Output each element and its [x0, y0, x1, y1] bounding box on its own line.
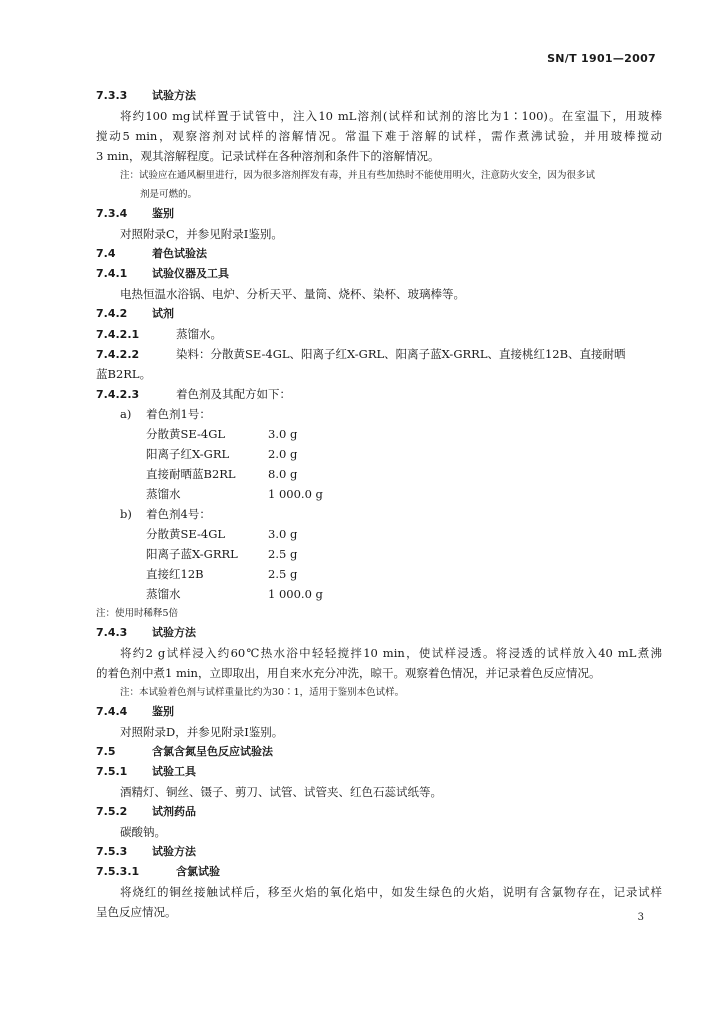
heading-number: 7.5: [96, 745, 116, 758]
reagent-amount: 8.0 g: [268, 467, 298, 481]
note-line: 注：试验应在通风橱里进行，因为很多溶剂挥发有毒，并且有些加热时不能使用明火，注意防火安全，因为很多试: [120, 170, 596, 181]
reagent-amount: 2.5 g: [268, 547, 298, 561]
heading-title: 鉴别: [152, 705, 174, 718]
clause-7-4-2-3: [96, 384, 662, 404]
heading-title: 试验方法: [152, 89, 196, 102]
clause-number: 7.4.2.3: [96, 388, 140, 401]
paragraph-line: 酒精灯、铜丝、镊子、剪刀、试管、试管夹、红色石蕊试纸等。: [120, 785, 442, 799]
reagent-name: 直接红12B: [146, 567, 204, 581]
paragraph-line: 碳酸钠。: [120, 825, 166, 839]
list-label: a): [120, 407, 132, 421]
reagent-title: 着色剂4号：: [146, 507, 211, 521]
heading-title: 含氯含氮呈色反应试验法: [152, 745, 273, 758]
reagent-a-heading: [96, 404, 662, 424]
reagent-title: 着色剂1号：: [146, 407, 211, 421]
reagent-amount: 2.0 g: [268, 447, 298, 461]
heading-7-4-1: [96, 264, 662, 284]
heading-7-3-4: [96, 204, 662, 224]
heading-7-5-1: [96, 762, 662, 782]
heading-7-3-3: [96, 86, 662, 106]
heading-7-5-2: [96, 802, 662, 822]
heading-number: 7.3.4: [96, 207, 128, 220]
heading-title: 着色试验法: [152, 247, 207, 260]
standard-code: SN/T 1901—2007: [547, 52, 656, 65]
reagent-item: [96, 564, 662, 584]
reagent-item: [96, 584, 662, 604]
heading-number: 7.3.3: [96, 89, 128, 102]
reagent-amount: 1 000.0 g: [268, 587, 323, 601]
clause-text: 蒸馏水。: [176, 327, 222, 341]
heading-number: 7.4.2: [96, 307, 128, 320]
reagent-name: 分散黄SE-4GL: [146, 527, 226, 541]
paragraph-line: 对照附录C，并参见附录I鉴别。: [120, 227, 283, 241]
reagent-item: [96, 544, 662, 564]
reagent-name: 直接耐晒蓝B2RL: [146, 467, 236, 481]
clause-text: 着色剂及其配方如下：: [176, 387, 291, 401]
reagent-item: [96, 444, 662, 464]
heading-7-5-3: [96, 842, 662, 862]
reagent-name: 蒸馏水: [146, 587, 181, 601]
reagent-name: 分散黄SE-4GL: [146, 427, 226, 441]
heading-7-5: [96, 742, 662, 762]
heading-number: 7.4.3: [96, 626, 128, 639]
paragraph-line: 将约100 mg试样置于试管中，注入10 mL溶剂(试样和试剂的溶比为1∶100)。在室温下，用玻棒: [120, 109, 662, 123]
heading-title: 试验仪器及工具: [152, 267, 229, 280]
heading-title: 试剂药品: [152, 805, 196, 818]
reagent-name: 阳离子红X-GRL: [146, 447, 230, 461]
heading-7-4-2: [96, 304, 662, 324]
heading-7-4: [96, 244, 662, 264]
paragraph-line: 的着色剂中煮1 min，立即取出，用自来水充分冲洗，晾干。观察着色情况，并记录着色反应情况。: [96, 666, 601, 680]
reagent-item: [96, 484, 662, 504]
paragraph-line: 3 min，观其溶解程度。记录试样在各种溶剂和条件下的溶解情况。: [96, 149, 440, 163]
heading-number: 7.4.1: [96, 267, 128, 280]
heading-title: 试验方法: [152, 845, 196, 858]
note-line: 注：本试验着色剂与试样重量比约为30∶1，适用于鉴别本色试样。: [120, 687, 405, 698]
clause-text: 染料：分散黄SE-4GL、阳离子红X-GRL、阳离子蓝X-GRRL、直接桃红12B、直接耐晒: [176, 347, 626, 361]
heading-7-5-3-1: [96, 862, 662, 882]
paragraph-line: 搅动5 min，观察溶剂对试样的溶解情况。常温下难于溶解的试样，需作煮沸试验，并用玻棒搅动: [96, 129, 662, 143]
reagent-amount: 1 000.0 g: [268, 487, 323, 501]
document-body: [96, 86, 662, 922]
clause-7-4-2-2: [96, 344, 662, 364]
reagent-amount: 3.0 g: [268, 527, 298, 541]
note-line: 剂是可燃的。: [140, 189, 198, 200]
heading-number: 7.4: [96, 247, 116, 260]
reagent-name: 阳离子蓝X-GRRL: [146, 547, 238, 561]
reagent-item: [96, 424, 662, 444]
reagent-name: 蒸馏水: [146, 487, 181, 501]
paragraph-line: 电热恒温水浴锅、电炉、分析天平、量筒、烧杯、染杯、玻璃棒等。: [120, 287, 465, 301]
paragraph-line: 蓝B2RL。: [96, 367, 152, 381]
note-line: 注：使用时稀释5倍: [96, 608, 179, 619]
page-number: 3: [637, 912, 644, 923]
heading-title: 鉴别: [152, 207, 174, 220]
clause-number: 7.4.2.1: [96, 328, 140, 341]
heading-number: 7.5.3.1: [96, 865, 140, 878]
clause-7-4-2-1: [96, 324, 662, 344]
heading-title: 试验工具: [152, 765, 196, 778]
heading-7-4-4: [96, 702, 662, 722]
reagent-item: [96, 464, 662, 484]
paragraph-line: 将约2 g试样浸入约60℃热水浴中轻轻搅拌10 min，使试样浸透。将浸透的试样放入40 mL煮沸: [120, 646, 662, 660]
paragraph-line: 对照附录D，并参见附录I鉴别。: [120, 725, 284, 739]
paragraph-line: 将烧红的铜丝接触试样后，移至火焰的氧化焰中，如发生绿色的火焰，说明有含氯物存在，记录试样: [120, 885, 662, 899]
reagent-amount: 3.0 g: [268, 427, 298, 441]
list-label: b): [120, 507, 132, 521]
heading-title: 试验方法: [152, 626, 196, 639]
heading-7-4-3: [96, 623, 662, 643]
paragraph-line: 呈色反应情况。: [96, 905, 177, 919]
heading-number: 7.5.1: [96, 765, 128, 778]
heading-title: 试剂: [152, 307, 174, 320]
heading-number: 7.4.4: [96, 705, 128, 718]
reagent-item: [96, 524, 662, 544]
reagent-b-heading: [96, 504, 662, 524]
reagent-amount: 2.5 g: [268, 567, 298, 581]
clause-number: 7.4.2.2: [96, 348, 140, 361]
heading-number: 7.5.3: [96, 845, 128, 858]
heading-title: 含氯试验: [176, 865, 220, 878]
heading-number: 7.5.2: [96, 805, 128, 818]
